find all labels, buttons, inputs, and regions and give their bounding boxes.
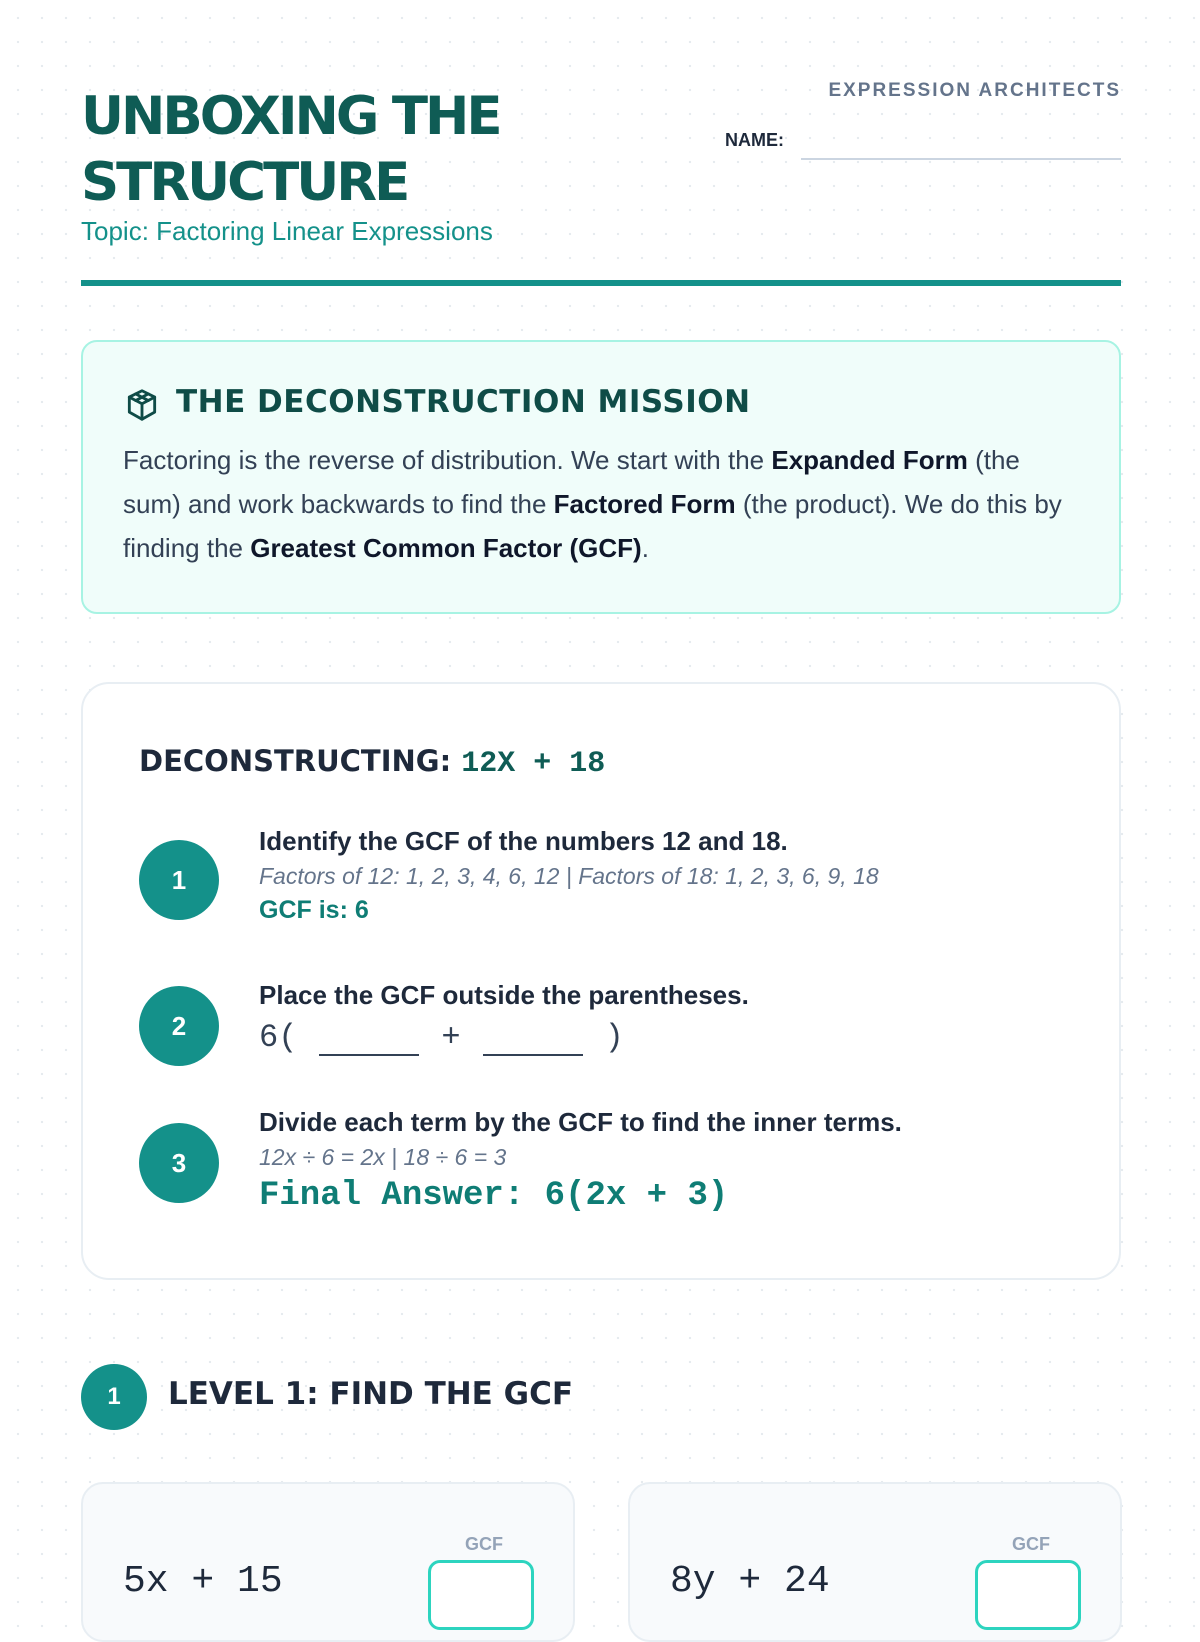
step-gcf-result: GCF is: 6 bbox=[259, 896, 369, 924]
problem-card-2 bbox=[628, 1482, 1122, 1642]
gcf-label: GCF bbox=[1012, 1534, 1050, 1554]
level-number-badge: 1 bbox=[81, 1364, 147, 1430]
mission-title: THE DECONSTRUCTION MISSION bbox=[176, 384, 751, 420]
problem-expression: 8y + 24 bbox=[670, 1560, 830, 1603]
mission-text-3: (the product). We do this by finding the bbox=[123, 489, 1062, 563]
example-expression: 12X + 18 bbox=[461, 747, 606, 781]
title-line-1: UNBOXING THE bbox=[81, 86, 500, 147]
mission-text-2: (the sum) and work backwards to find the bbox=[123, 445, 1020, 519]
brand-label: EXPRESSION ARCHITECTS bbox=[828, 80, 1121, 101]
blank-line-1 bbox=[319, 1026, 419, 1056]
gcf-answer-box[interactable] bbox=[975, 1560, 1081, 1630]
example-step-1 bbox=[139, 826, 1079, 936]
header-divider bbox=[81, 280, 1121, 286]
box-icon bbox=[123, 386, 161, 424]
step-heading: Divide each term by the GCF to find the inner terms. bbox=[259, 1107, 902, 1137]
topic-subtitle: Topic: Factoring Linear Expressions bbox=[81, 216, 493, 246]
mission-text-4: . bbox=[641, 533, 649, 563]
step-number-badge: 1 bbox=[139, 840, 219, 920]
step-heading: Identify the GCF of the numbers 12 and 18. bbox=[259, 826, 788, 856]
example-step-3 bbox=[139, 1107, 1079, 1217]
gcf-answer-box[interactable] bbox=[428, 1560, 534, 1630]
title-line-2: STRUCTURE bbox=[81, 152, 408, 213]
example-title bbox=[139, 744, 605, 781]
worked-example-card bbox=[81, 682, 1121, 1280]
gcf-label: GCF bbox=[465, 1534, 503, 1554]
problem-card-1 bbox=[81, 1482, 575, 1642]
step-body bbox=[259, 1107, 1079, 1215]
template-open: 6( bbox=[259, 1019, 298, 1056]
final-answer: Final Answer: 6(2x + 3) bbox=[259, 1177, 729, 1215]
step-number-badge: 2 bbox=[139, 986, 219, 1066]
mission-description bbox=[123, 438, 1083, 570]
step-division-note: 12x ÷ 6 = 2x | 18 ÷ 6 = 3 bbox=[259, 1144, 507, 1170]
worksheet-header bbox=[81, 0, 1121, 288]
template-close: ) bbox=[604, 1019, 624, 1056]
name-input-line[interactable] bbox=[801, 158, 1121, 160]
step-factors-note: Factors of 12: 1, 2, 3, 4, 6, 12 | Factors of 18: 1, 2, 3, 6, 9, 18 bbox=[259, 863, 879, 889]
page-title bbox=[81, 84, 701, 216]
mission-text-1: Factoring is the reverse of distribution. We start with the bbox=[123, 445, 772, 475]
worksheet-page bbox=[81, 0, 1121, 1603]
step-number-badge: 3 bbox=[139, 1123, 219, 1203]
expanded-form-term: Expanded Form bbox=[771, 445, 968, 475]
factored-form-template bbox=[259, 1019, 1079, 1056]
gcf-term: Greatest Common Factor (GCF) bbox=[250, 533, 642, 563]
problem-expression: 5x + 15 bbox=[123, 1560, 283, 1603]
level-title: LEVEL 1: FIND THE GCF bbox=[168, 1376, 574, 1412]
step-heading: Place the GCF outside the parentheses. bbox=[259, 980, 749, 1010]
example-step-2 bbox=[139, 980, 1079, 1072]
blank-line-2 bbox=[483, 1026, 583, 1056]
mission-box bbox=[81, 340, 1121, 614]
step-body bbox=[259, 980, 1079, 1056]
level-1-header bbox=[81, 1364, 781, 1430]
example-label: DECONSTRUCTING: bbox=[139, 744, 452, 778]
factored-form-term: Factored Form bbox=[553, 489, 736, 519]
step-body bbox=[259, 826, 1079, 925]
template-plus: + bbox=[441, 1019, 461, 1056]
name-label: NAME: bbox=[725, 130, 784, 150]
